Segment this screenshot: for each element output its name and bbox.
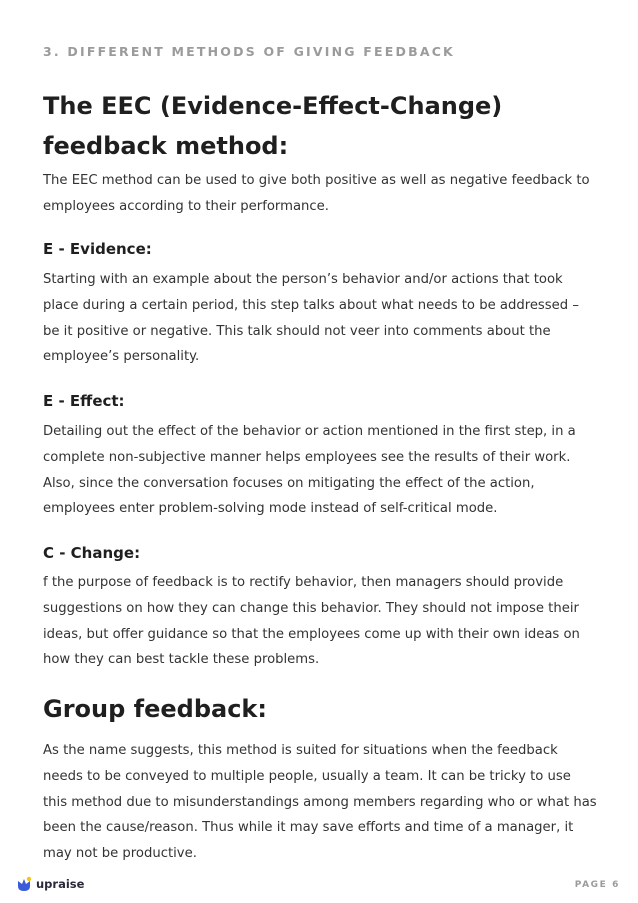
change-heading: C - Change: <box>43 544 141 562</box>
upraise-logo-icon <box>16 876 32 892</box>
eec-title: The EEC (Evidence-Effect-Change) feedback method: <box>43 92 503 160</box>
eec-intro: The EEC method can be used to give both positive as well as negative feedback to employees according to their performance. <box>43 173 590 214</box>
group-text: As the name suggests, this method is suited for situations when the feedback needs to be conveyed to multiple people, usually a team. It can be tricky to use this method due to misunderstandings among members regarding who or what has been the cause/reason. Thus while it may save efforts and time of a manager, it may not be productive. <box>43 743 597 862</box>
group-title: Group feedback: <box>43 695 267 723</box>
effect-heading: E - Effect: <box>43 392 125 410</box>
page-number: PAGE 6 <box>574 880 620 890</box>
change-text: f the purpose of feedback is to rectify behavior, then managers should provide suggestions on how they can change this behavior. They should not impose their ideas, but offer guidance so that the employees come up with their own ideas on how they can best tackle these problems. <box>43 575 580 668</box>
evidence-text: Starting with an example about the person’s behavior and/or actions that took place during a certain period, this step talks about what needs to be addressed – be it positive or negative. This talk should not veer into comments about the employee’s personality. <box>43 272 579 365</box>
effect-text: Detailing out the effect of the behavior or action mentioned in the first step, in a complete non-subjective manner helps employees see the results of their work. Also, since the conversation focuses on mitigating the effect of the action, employees enter problem-solving mode instead of self-critical mode. <box>43 424 576 517</box>
logo-text: upraise <box>36 877 85 891</box>
section-label: 3. DIFFERENT METHODS OF GIVING FEEDBACK <box>43 44 455 59</box>
footer-logo <box>16 876 84 892</box>
evidence-heading: E - Evidence: <box>43 240 152 258</box>
